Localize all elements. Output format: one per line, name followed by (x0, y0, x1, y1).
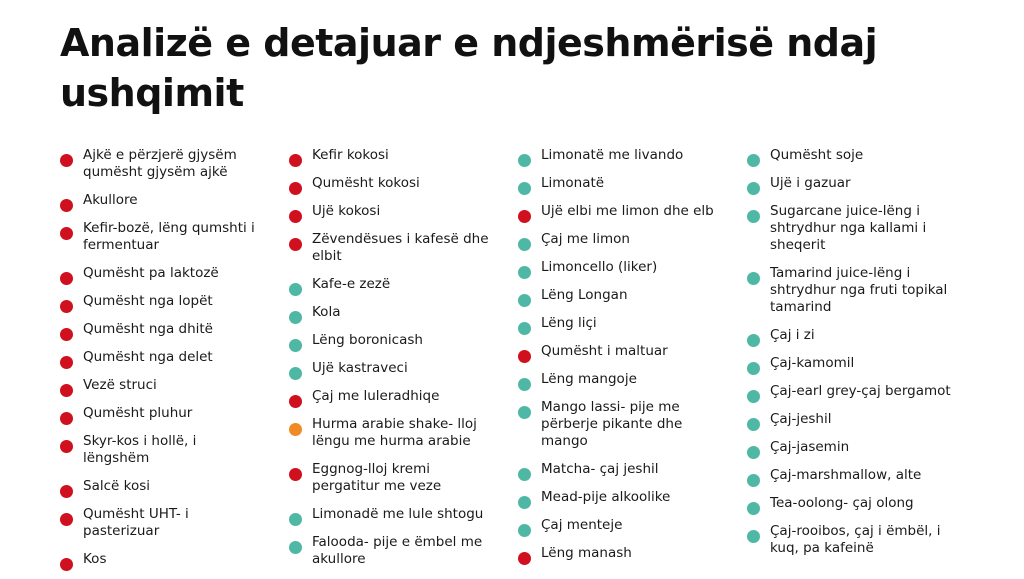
status-teal-dot-icon (289, 339, 302, 352)
status-teal-dot-icon (747, 362, 760, 375)
food-item (518, 147, 723, 164)
status-red-dot-icon (60, 154, 73, 167)
food-item-label: Çaj me limon (541, 231, 630, 247)
food-item-label: Çaj-jasemin (770, 439, 850, 455)
food-item (518, 545, 723, 562)
food-item (518, 371, 723, 388)
status-teal-dot-icon (747, 474, 760, 487)
food-item (289, 416, 494, 450)
food-item-label: Sugarcane juice-lëng i shtrydhur nga kallami i sheqerit (770, 203, 927, 253)
food-item (747, 495, 952, 512)
food-item-label: Çaj me luleradhiqe (312, 388, 440, 404)
status-red-dot-icon (60, 558, 73, 571)
food-item (60, 321, 265, 338)
food-item-label: Lëng mangoje (541, 371, 637, 387)
status-red-dot-icon (518, 552, 531, 565)
status-red-dot-icon (289, 468, 302, 481)
status-teal-dot-icon (518, 182, 531, 195)
food-item-label: Çaj-kamomil (770, 355, 855, 371)
food-item (60, 405, 265, 422)
food-item (518, 399, 723, 450)
food-item (747, 411, 952, 428)
food-column-2 (289, 147, 494, 579)
food-item-label: Çaj-earl grey-çaj bergamot (770, 383, 951, 399)
food-item-label: Limonatë (541, 175, 605, 191)
food-item-label: Akullore (83, 192, 138, 208)
food-item-label: Limonadë me lule shtogu (312, 506, 484, 522)
status-teal-dot-icon (518, 266, 531, 279)
food-item-label: Qumësht pa laktozë (83, 265, 219, 281)
food-item-label: Lëng boronicash (312, 332, 423, 348)
food-item-label: Limonatë me livando (541, 147, 684, 163)
status-teal-dot-icon (747, 272, 760, 285)
food-item-label: Qumësht i maltuar (541, 343, 668, 359)
food-item (747, 355, 952, 372)
food-item (289, 276, 494, 293)
food-item-label: Qumësht UHT- i pasterizuar (83, 506, 189, 539)
food-item-label: Tea-oolong- çaj olong (770, 495, 914, 511)
status-red-dot-icon (518, 350, 531, 363)
food-item-label: Matcha- çaj jeshil (541, 461, 659, 477)
food-item (747, 383, 952, 400)
food-item (289, 203, 494, 220)
food-item (518, 287, 723, 304)
food-item (60, 265, 265, 282)
food-item (518, 175, 723, 192)
status-red-dot-icon (60, 300, 73, 313)
food-item (289, 360, 494, 377)
food-item (289, 147, 494, 164)
food-item-label: Qumësht kokosi (312, 175, 420, 191)
food-item (747, 467, 952, 484)
status-red-dot-icon (289, 154, 302, 167)
food-item-label: Çaj-jeshil (770, 411, 832, 427)
food-item-label: Mango lassi- pije me përberje pikante dhe mango (541, 399, 683, 449)
food-item (747, 523, 952, 557)
food-item (747, 327, 952, 344)
status-teal-dot-icon (747, 502, 760, 515)
food-item (60, 192, 265, 209)
food-item (747, 439, 952, 456)
status-teal-dot-icon (747, 418, 760, 431)
food-item (289, 304, 494, 321)
food-item-label: Lëng Longan (541, 287, 628, 303)
status-red-dot-icon (60, 384, 73, 397)
status-red-dot-icon (60, 356, 73, 369)
food-item (747, 175, 952, 192)
food-item-label: Falooda- pije e ëmbel me akullore (312, 534, 483, 567)
status-teal-dot-icon (518, 468, 531, 481)
food-item (60, 377, 265, 394)
status-teal-dot-icon (518, 322, 531, 335)
food-item (518, 461, 723, 478)
food-item (60, 220, 265, 254)
food-item-label: Kafe-e zezë (312, 276, 391, 292)
status-red-dot-icon (289, 210, 302, 223)
food-item (518, 315, 723, 332)
status-red-dot-icon (289, 395, 302, 408)
status-teal-dot-icon (518, 524, 531, 537)
food-item (60, 433, 265, 467)
food-item (747, 265, 952, 316)
food-item-label: Qumësht nga dhitë (83, 321, 213, 337)
status-teal-dot-icon (518, 238, 531, 251)
status-teal-dot-icon (747, 154, 760, 167)
status-red-dot-icon (289, 182, 302, 195)
food-item (518, 259, 723, 276)
status-teal-dot-icon (518, 154, 531, 167)
food-item-label: Kefir-bozë, lëng qumshti i fermentuar (83, 220, 255, 253)
status-red-dot-icon (60, 272, 73, 285)
food-item-label: Mead-pije alkoolike (541, 489, 671, 505)
food-item (289, 506, 494, 523)
status-teal-dot-icon (747, 530, 760, 543)
food-item (518, 489, 723, 506)
status-teal-dot-icon (518, 294, 531, 307)
status-teal-dot-icon (747, 334, 760, 347)
food-item-label: Ujë elbi me limon dhe elb (541, 203, 714, 219)
food-item-label: Çaj-rooibos, çaj i ëmbël, i kuq, pa kafeinë (770, 523, 941, 556)
food-item (747, 203, 952, 254)
food-item (747, 147, 952, 164)
status-red-dot-icon (518, 210, 531, 223)
food-item (60, 506, 265, 540)
food-item-label: Kefir kokosi (312, 147, 389, 163)
status-teal-dot-icon (289, 513, 302, 526)
status-teal-dot-icon (747, 446, 760, 459)
food-item-label: Kola (312, 304, 341, 320)
status-red-dot-icon (60, 440, 73, 453)
status-teal-dot-icon (747, 182, 760, 195)
status-teal-dot-icon (518, 496, 531, 509)
status-teal-dot-icon (747, 390, 760, 403)
food-item-label: Kos (83, 551, 107, 567)
status-red-dot-icon (60, 513, 73, 526)
status-teal-dot-icon (289, 367, 302, 380)
status-teal-dot-icon (289, 283, 302, 296)
food-item-label: Çaj-marshmallow, alte (770, 467, 922, 483)
food-item-label: Ajkë e përzjerë gjysëm qumësht gjysëm ajkë (83, 147, 237, 180)
food-item-label: Çaj i zi (770, 327, 815, 343)
food-item-label: Çaj menteje (541, 517, 623, 533)
food-item (289, 175, 494, 192)
food-item (289, 461, 494, 495)
food-column-1 (60, 147, 265, 579)
food-item-label: Limoncello (liker) (541, 259, 658, 275)
status-orange-dot-icon (289, 423, 302, 436)
food-item (289, 388, 494, 405)
food-item (60, 147, 265, 181)
status-teal-dot-icon (289, 541, 302, 554)
food-item (518, 203, 723, 220)
food-item (60, 293, 265, 310)
food-item-label: Skyr-kos i hollë, i lëngshëm (83, 433, 197, 466)
status-teal-dot-icon (289, 311, 302, 324)
food-item-label: Salcë kosi (83, 478, 150, 494)
food-column-3 (518, 147, 723, 573)
food-item-label: Qumësht nga lopët (83, 293, 213, 309)
status-red-dot-icon (60, 227, 73, 240)
status-red-dot-icon (60, 412, 73, 425)
food-item (60, 349, 265, 366)
status-teal-dot-icon (518, 378, 531, 391)
food-item (60, 551, 265, 568)
status-teal-dot-icon (518, 406, 531, 419)
status-red-dot-icon (60, 328, 73, 341)
status-red-dot-icon (60, 485, 73, 498)
food-item (518, 343, 723, 360)
food-item-label: Ujë kokosi (312, 203, 381, 219)
food-item-label: Hurma arabie shake- lloj lëngu me hurma arabie (312, 416, 477, 449)
food-item-label: Eggnog-lloj kremi pergatitur me veze (312, 461, 442, 494)
food-item-label: Zëvendësues i kafesë dhe elbit (312, 231, 489, 264)
status-red-dot-icon (60, 199, 73, 212)
status-teal-dot-icon (747, 210, 760, 223)
food-column-4 (747, 147, 952, 568)
food-item (289, 534, 494, 568)
food-item (518, 231, 723, 248)
food-item-label: Lëng liçi (541, 315, 597, 331)
food-item (289, 231, 494, 265)
status-red-dot-icon (289, 238, 302, 251)
food-item (518, 517, 723, 534)
page-title: Analizë e detajuar e ndjeshmërisë ndaj ushqimit (60, 21, 878, 115)
food-item-label: Lëng manash (541, 545, 632, 561)
food-item-label: Qumësht pluhur (83, 405, 193, 421)
food-item-label: Tamarind juice-lëng i shtrydhur nga fruti topikal tamarind (770, 265, 948, 315)
food-item-label: Qumësht soje (770, 147, 864, 163)
food-item-label: Ujë kastraveci (312, 360, 408, 376)
food-item (60, 478, 265, 495)
food-item-label: Qumësht nga delet (83, 349, 213, 365)
food-item (289, 332, 494, 349)
food-item-label: Vezë struci (83, 377, 157, 393)
food-item-label: Ujë i gazuar (770, 175, 851, 191)
